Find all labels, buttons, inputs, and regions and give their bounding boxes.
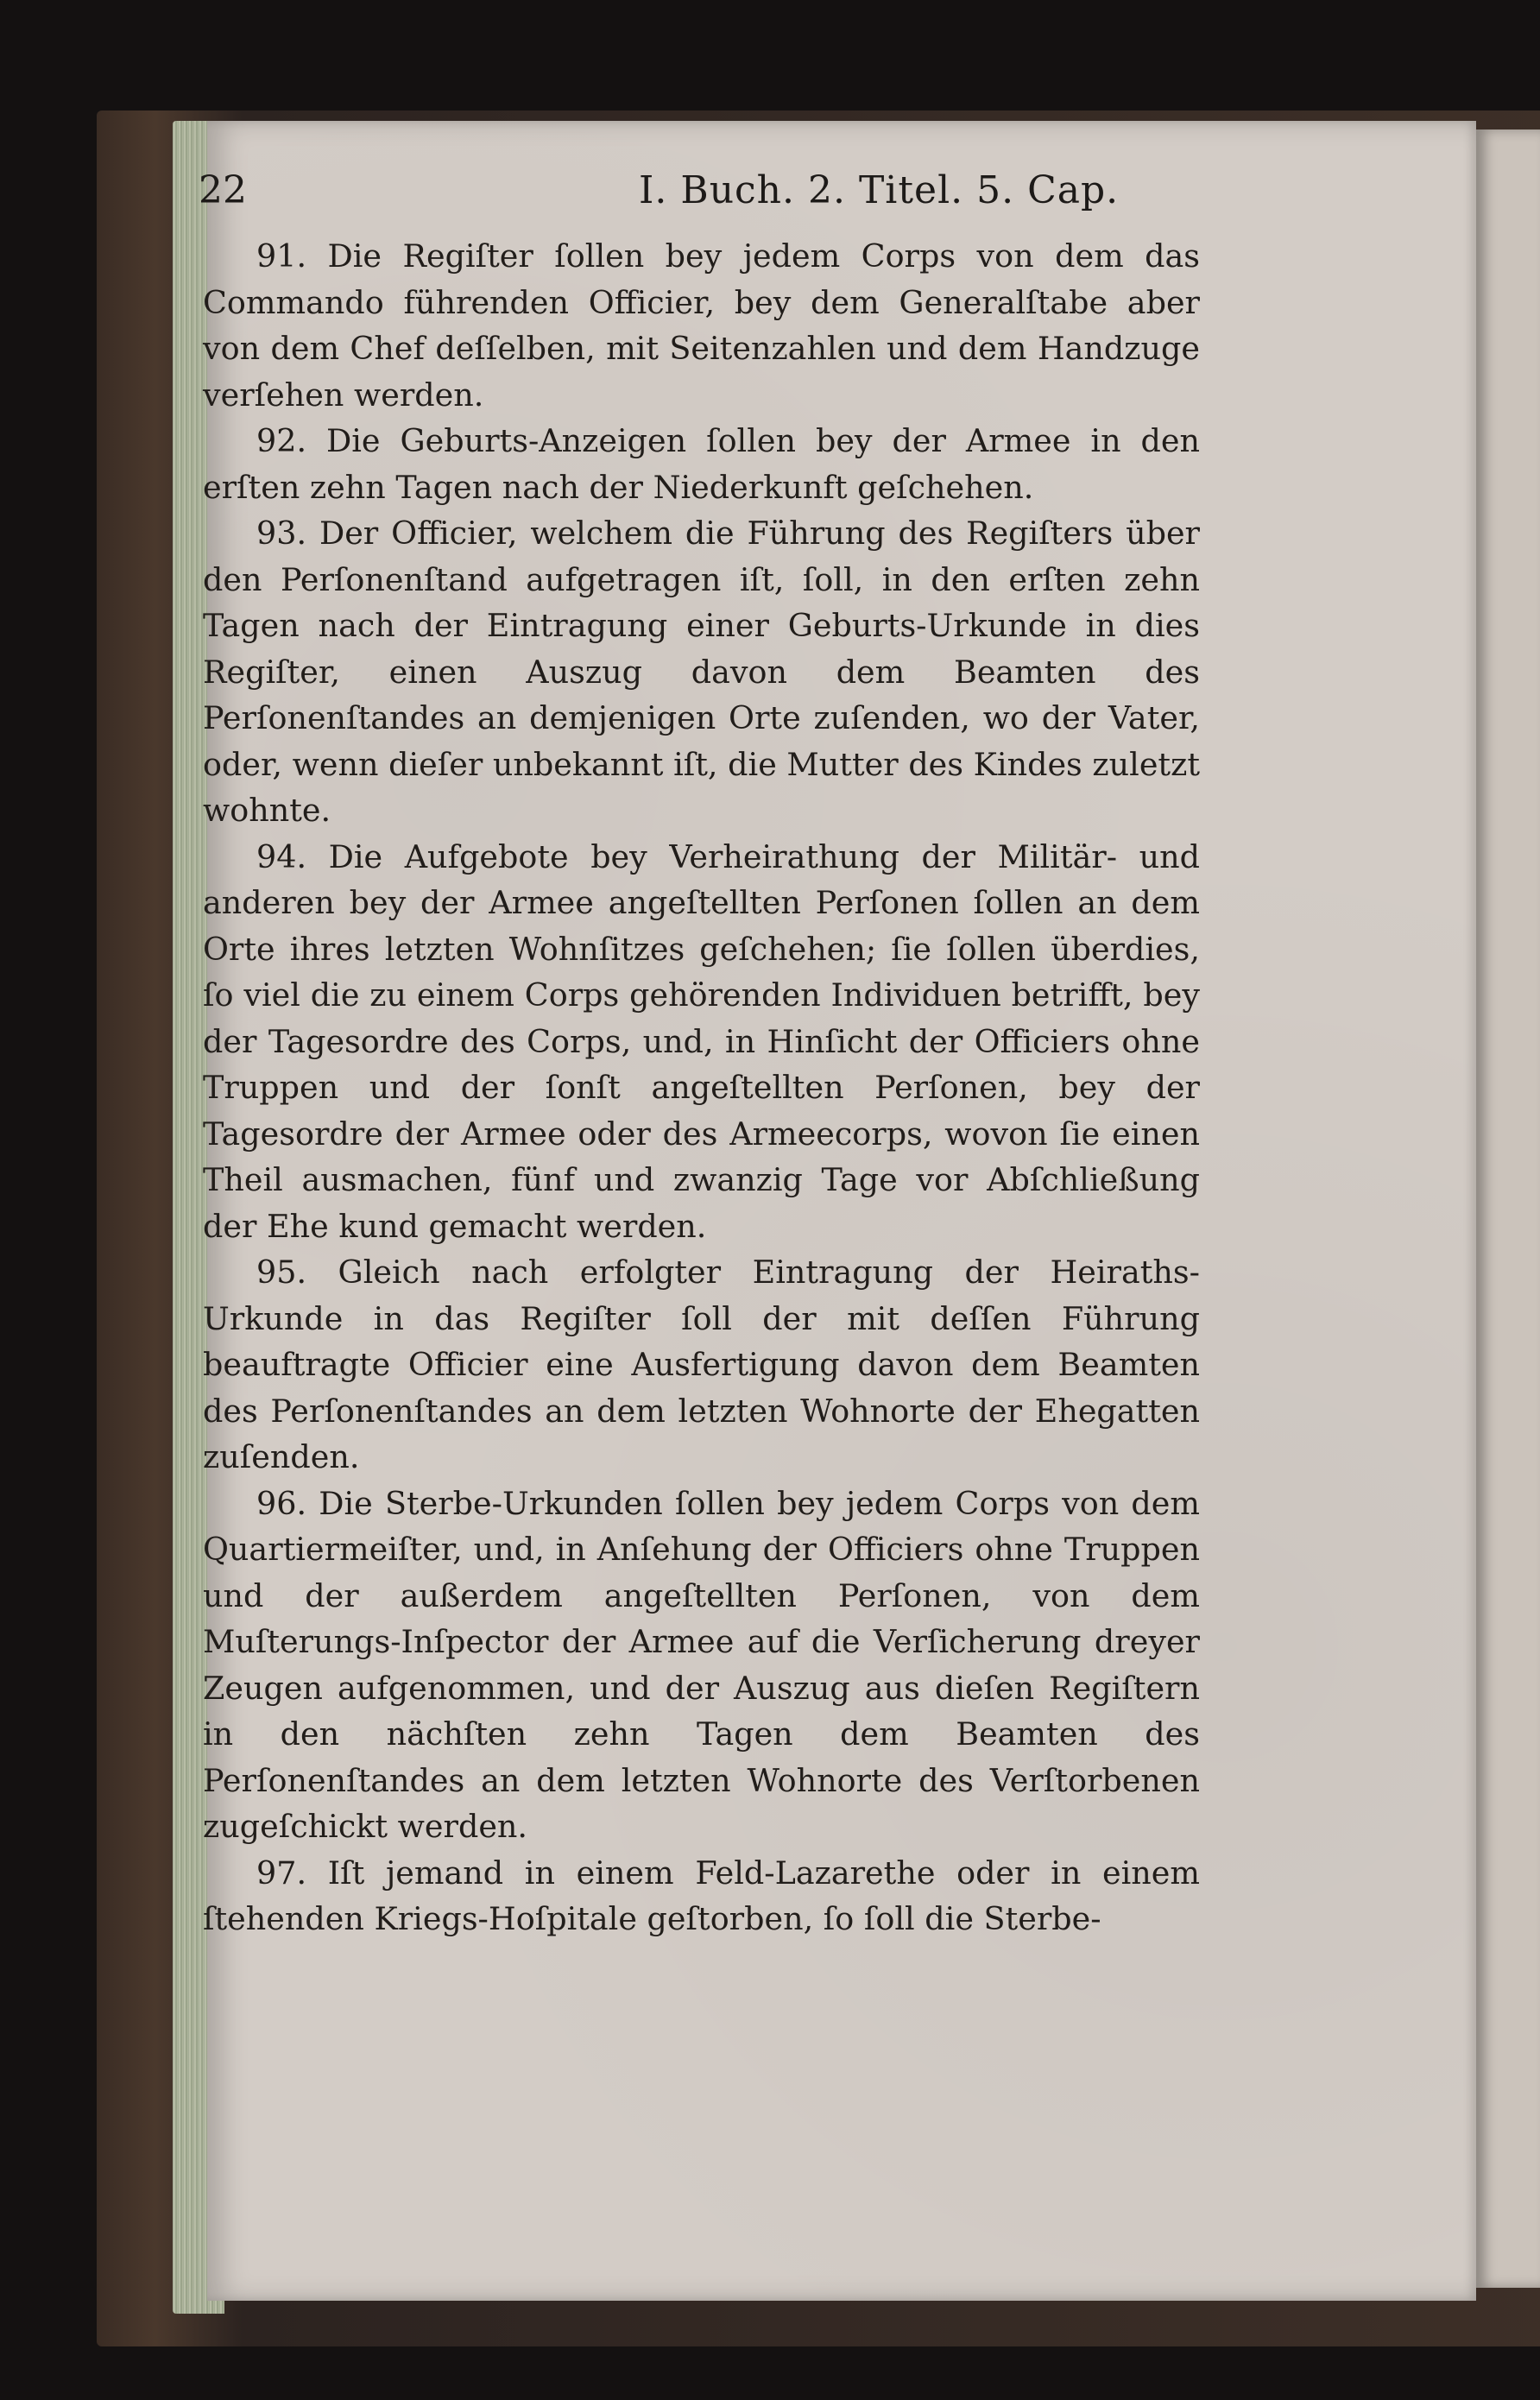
- page-header: [199, 168, 1200, 220]
- running-head: I. Buch. 2. Titel. 5. Cap.: [639, 168, 1120, 212]
- paragraph-95: 95. Gleich nach erfolgter Eintragung der Heiraths-Urkunde in das Regiſter ſoll der mit deſſen Führung beauftragte Officier eine Ausfertigung davon dem Beamten des Perſonenſtandes an dem letzten Wohnorte der Ehegatten zuſenden.: [203, 1254, 1200, 1475]
- next-page-edge: [1476, 129, 1540, 2288]
- page-number: 22: [199, 168, 247, 212]
- paragraph-96: 96. Die Sterbe-Urkunden ſollen bey jedem Corps von dem Quartiermeiſter, und, in Anſehung der Officiers ohne Truppen und der außerdem angeſtellten Perſonen, von dem Muſterungs-Inſpector der Armee auf die Verſicherung dreyer Zeugen aufgenommen, und der Auszug aus dieſen Regiſtern in den nächſten zehn Tagen dem Beamten des Perſonenſtandes an dem letzten Wohnorte des Verſtorbenen zugeſchickt werden.: [203, 1484, 1200, 1845]
- paragraph-97: 97. Iſt jemand in einem Feld-Lazarethe oder in einem ſtehenden Kriegs-Hoſpitale geſtorben, ſo ſoll die Sterbe-: [203, 1854, 1200, 1937]
- paragraph-91: 91. Die Regiſter ſollen bey jedem Corps von dem das Commando führenden Officier, bey dem Generalſtabe aber von dem Chef deſſelben, mit Seitenzahlen und dem Handzuge verſehen werden.: [203, 237, 1200, 414]
- paragraph-94: 94. Die Aufgebote bey Verheirathung der Militär- und anderen bey der Armee angeſtellten Perſonen ſollen an dem Orte ihres letzten Wohnſitzes geſchehen; ſie ſollen überdies, ſo viel die zu einem Corps gehörenden Individuen betrifft, bey der Tagesordre des Corps, und, in Hinſicht der Officiers ohne Truppen und der ſonſt angeſtellten Perſonen, bey der Tagesordre der Armee oder des Armeecorps, wovon ſie einen Theil ausmachen, fünf und zwanzig Tage vor Abſchließung der Ehe kund gemacht werden.: [203, 837, 1200, 1245]
- paragraph-92: 92. Die Geburts-Anzeigen ſollen bey der Armee in den erſten zehn Tagen nach der Niederkunft geſchehen.: [203, 422, 1200, 506]
- paragraph-93: 93. Der Officier, welchem die Führung des Regiſters über den Perſonenſtand aufgetragen iſt, ſoll, in den erſten zehn Tagen nach der Eintragung einer Geburts-Urkunde in dies Regiſter, einen Auszug davon dem Beamten des Perſonenſtandes an demjenigen Orte zuſenden, wo der Vater, oder, wenn dieſer unbekannt iſt, die Mutter des Kindes zuletzt wohnte.: [203, 515, 1200, 829]
- body-text: [203, 233, 1200, 1942]
